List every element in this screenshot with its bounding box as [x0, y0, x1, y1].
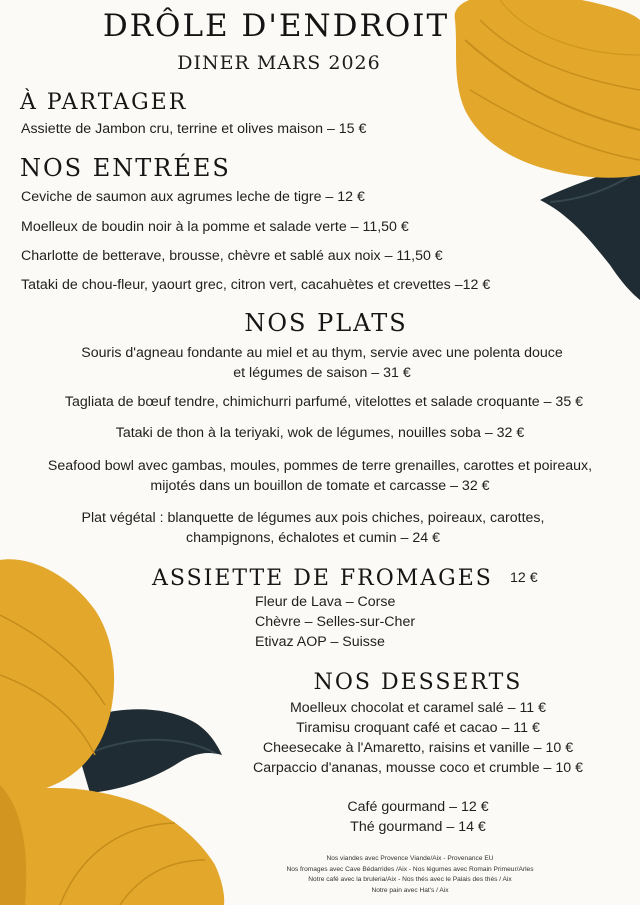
menu-item-line: Souris d'agneau fondante au miel et au thym, servie avec une polenta douce — [81, 345, 563, 361]
menu-item: Cheesecake à l'Amaretto, raisins et vanille – 10 € — [262, 740, 574, 756]
footer-line: Notre café avec la bruleria/Aix - Nos thés avec le Palais des thés / Aix — [308, 876, 512, 884]
menu-item-line: champignons, échalotes et cumin – 24 € — [186, 530, 440, 546]
section-heading-fromages: ASSIETTE DE FROMAGES — [152, 566, 493, 591]
menu-item — [0, 343, 640, 383]
menu-item: Thé gourmand – 14 € — [350, 819, 486, 835]
section-heading-desserts: NOS DESSERTS — [313, 670, 523, 695]
menu-subtitle: DINER MARS 2026 — [177, 52, 381, 74]
menu-item — [0, 392, 640, 412]
fromages-price: 12 € — [510, 570, 538, 586]
leaf-dark-top — [540, 160, 640, 300]
menu-item: Charlotte de betterave, brousse, chèvre et sablé aux noix – 11,50 € — [21, 248, 443, 264]
menu-item: Tataki de chou-fleur, yaourt grec, citron vert, cacahuètes et crevettes –12 € — [21, 277, 491, 293]
menu-item: Assiette de Jambon cru, terrine et olives maison – 15 € — [21, 121, 367, 137]
restaurant-title: DRÔLE D'ENDROIT — [102, 8, 450, 44]
section-heading-entrees: NOS ENTRÉES — [20, 154, 231, 182]
menu-item-line: Tataki de thon à la teriyaki, wok de légumes, nouilles soba – 32 € — [115, 425, 525, 441]
supplier-footer — [250, 854, 570, 896]
menu-item-line: Tagliata de bœuf tendre, chimichurri parfumé, vitelottes et salade croquante – 35 € — [64, 394, 584, 410]
menu-item — [0, 508, 626, 548]
menu-item: Café gourmand – 12 € — [347, 799, 489, 815]
menu-item — [0, 423, 640, 443]
menu-item — [0, 456, 640, 496]
footer-line: Nos fromages avec Cave Bédarrides /Aix - Nos légumes avec Romain Primeur/Arles — [286, 865, 534, 873]
menu-item: Moelleux chocolat et caramel salé – 11 € — [289, 700, 547, 716]
menu-item: Tiramisu croquant café et cacao – 11 € — [296, 720, 540, 736]
menu-item-line: Seafood bowl avec gambas, moules, pommes de terre grenailles, carottes et poireaux, — [47, 458, 593, 474]
menu-item: Fleur de Lava – Corse — [255, 594, 396, 610]
menu-item-line: et légumes de saison – 31 € — [233, 365, 411, 381]
menu-item-line: mijotés dans un bouillon de tomate et carcasse – 32 € — [150, 478, 490, 494]
menu-item: Ceviche de saumon aux agrumes leche de tigre – 12 € — [21, 189, 365, 205]
footer-line: Nos viandes avec Provence Viande/Aix - Provenance EU — [326, 855, 494, 862]
menu-item: Carpaccio d'ananas, mousse coco et crumble – 10 € — [253, 760, 583, 776]
menu-item-line: Plat végétal : blanquette de légumes aux pois chiches, poireaux, carottes, — [81, 510, 545, 526]
menu-item: Etivaz AOP – Suisse — [255, 634, 385, 650]
footer-line: Notre pain avec Hat's / Aix — [371, 886, 449, 894]
flower-top-right-decoration — [440, 0, 640, 300]
section-heading-partager: À PARTAGER — [20, 90, 188, 115]
menu-item: Chèvre – Selles-sur-Cher — [255, 614, 416, 630]
menu-item: Moelleux de boudin noir à la pomme et salade verte – 11,50 € — [21, 219, 409, 235]
section-heading-plats: NOS PLATS — [244, 309, 408, 337]
